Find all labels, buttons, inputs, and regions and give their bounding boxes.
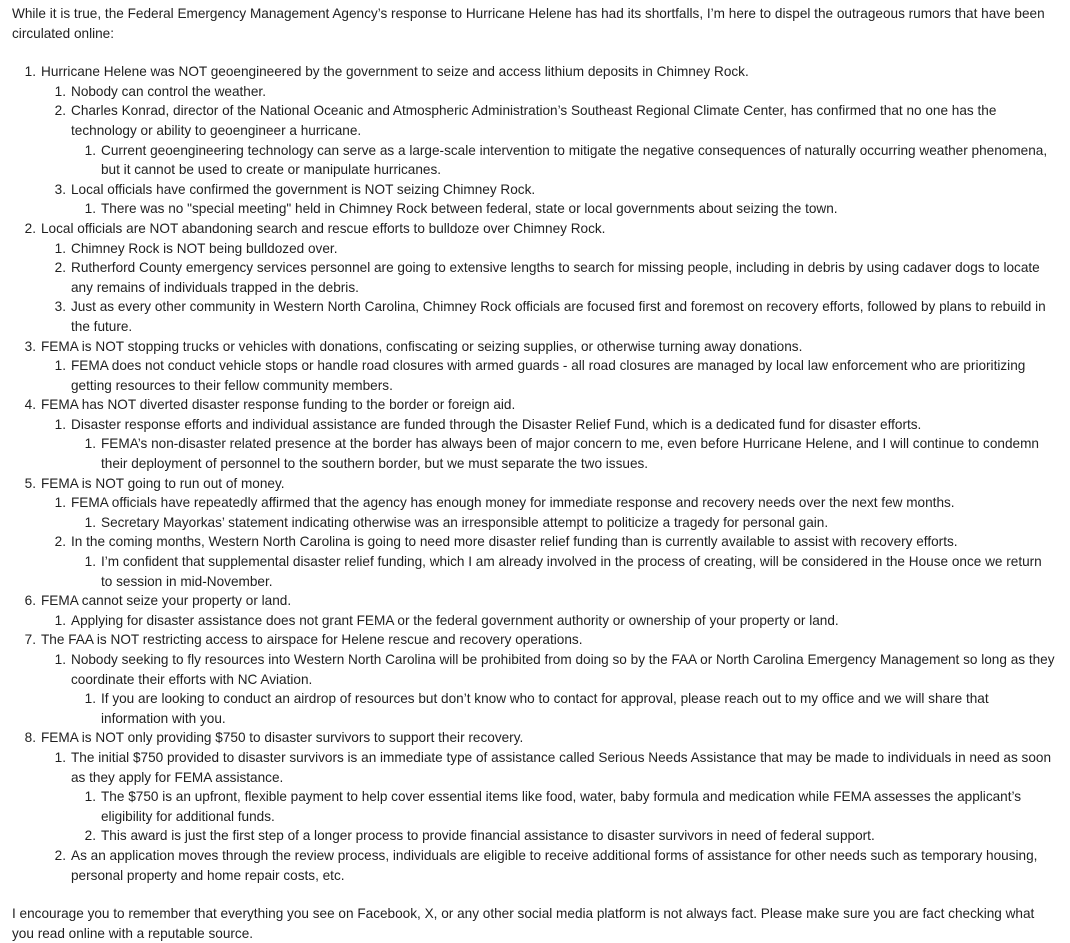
list-number: 1. [84,201,96,217]
rumor-list [12,62,1056,885]
list-item-text: There was no "special meeting" held in Chimney Rock between federal, state or local governments about seizing the town. [101,201,838,217]
list-number: 7. [24,632,36,648]
list-item-text: Local officials are NOT abandoning search and rescue efforts to bulldoze over Chimney Rock. [41,220,606,236]
list-item-text: Disaster response efforts and individual assistance are funded through the Disaster Relief Fund, which is a dedicated fund for disaster efforts. [71,416,922,432]
rumor-item [12,395,1056,473]
rumor-item [12,219,1056,337]
sub-sub-item [71,787,1056,826]
list-item-text: FEMA’s non-disaster related presence at the border has always been of major concern to me, even before Hurricane Helene, and I will continue to condemn their deployment of personnel to the southern border, but we must separate the two issues. [101,436,1039,472]
list-item-text: Hurricane Helene was NOT geoengineered by the government to seize and access lithium deposits in Chimney Rock. [41,64,749,80]
list-number: 1. [54,358,66,374]
sub-sub-item [71,199,1056,219]
nested-list [71,787,1056,846]
sub-item [41,239,1056,259]
sub-item [41,532,1056,591]
list-item-text: Nobody seeking to fly resources into Western North Carolina will be prohibited from doing so by the FAA or North Carolina Emergency Management so long as they coordinate their efforts with NC Aviation. [71,652,1055,687]
list-number: 6. [24,593,36,609]
sub-item [41,356,1056,395]
sub-sub-item [71,552,1056,591]
list-number: 1. [54,612,66,628]
list-item-text: Chimney Rock is NOT being bulldozed over. [71,240,338,256]
nested-list [41,82,1056,219]
list-item-text: Nobody can control the weather. [71,83,266,99]
list-number: 2. [24,220,36,236]
list-number: 8. [24,730,36,746]
intro-paragraph: While it is true, the Federal Emergency Management Agency’s response to Hurricane Helene has had its shortfalls, I’m here to dispel the outrageous rumors that have been circulated online: [12,6,1045,41]
rumor-item [12,591,1056,630]
nested-list [71,513,1056,533]
list-item-text: Rutherford County emergency services personnel are going to extensive lengths to search for missing people, including in debris by using cadaver dogs to locate any remains of individuals trapped in the debris. [71,260,1040,295]
list-item-text: Applying for disaster assistance does not grant FEMA or the federal government authority or ownership of your property or land. [71,612,839,628]
list-number: 2. [54,103,66,119]
sub-item [41,415,1056,474]
nested-list [41,748,1056,885]
list-number: 2. [54,260,66,276]
sub-item [41,258,1056,297]
list-number: 2. [54,847,66,863]
list-number: 1. [84,789,96,805]
nested-list [41,356,1056,395]
list-item-text: Just as every other community in Western North Carolina, Chimney Rock officials are focused first and foremost on recovery efforts, followed by plans to rebuild in the future. [71,299,1046,334]
list-item-text: Current geoengineering technology can serve as a large-scale intervention to mitigate the negative consequences of naturally occurring weather phenomena, but it cannot be used to create or manipulate hurricanes. [101,142,1048,178]
rumor-item [12,630,1056,728]
list-number: 1. [54,495,66,511]
nested-list [71,552,1056,591]
list-item-text: The FAA is NOT restricting access to airspace for Helene rescue and recovery operations. [41,632,583,648]
closing-paragraph: I encourage you to remember that everything you see on Facebook, X, or any other social media platform is not always fact. Please make sure you are fact checking what you read online with a reputable source. [12,906,1035,941]
list-item-text: FEMA officials have repeatedly affirmed that the agency has enough money for immediate response and recovery needs over the next few months. [71,495,955,511]
list-number: 1. [84,554,96,570]
list-item-text: This award is just the first step of a longer process to provide financial assistance to disaster survivors in need of federal support. [101,828,875,844]
list-number: 2. [54,534,66,550]
nested-list [41,415,1056,474]
sub-item [41,82,1056,102]
sub-sub-item [71,689,1056,728]
rumor-item [12,337,1056,396]
sub-item [41,748,1056,846]
list-number: 1. [54,652,66,667]
nested-list [41,611,1056,631]
list-number: 1. [54,416,66,432]
list-number: 3. [54,181,66,197]
list-item-text: FEMA is NOT only providing $750 to disaster survivors to support their recovery. [41,730,524,746]
list-item-text: Secretary Mayorkas’ statement indicating otherwise was an irresponsible attempt to politicize a tragedy for personal gain. [101,514,829,530]
list-item-text: FEMA is NOT going to run out of money. [41,475,285,491]
list-item-text: In the coming months, Western North Carolina is going to need more disaster relief funding than is currently available to assist with recovery efforts. [71,534,958,550]
list-number: 1. [54,749,66,765]
nested-list [41,493,1056,591]
sub-item [41,297,1056,336]
list-number: 1. [54,240,66,256]
list-item-text: Charles Konrad, director of the National Oceanic and Atmospheric Administration’s Southeast Regional Climate Center, has confirmed that no one has the technology or ability to geoengineer a hurricane. [71,103,997,138]
list-number: 1. [54,83,66,99]
rumor-item [12,474,1056,592]
list-item-text: If you are looking to conduct an airdrop of resources but don’t know who to contact for approval, please reach out to my office and we will share that information with you. [101,691,989,726]
rumor-item [12,62,1056,219]
list-item-text: FEMA has NOT diverted disaster response funding to the border or foreign aid. [41,397,516,413]
nested-list [71,141,1056,180]
list-number: 1. [84,691,96,707]
nested-list [41,239,1056,337]
sub-sub-item [71,434,1056,473]
sub-sub-item [71,513,1056,533]
sub-item [41,611,1056,631]
list-item-text: FEMA is NOT stopping trucks or vehicles with donations, confiscating or seizing supplies, or otherwise turning away donations. [41,338,803,354]
sub-item [41,180,1056,219]
list-number: 1. [84,142,96,158]
list-number: 3. [24,338,36,354]
list-number: 2. [84,828,96,844]
list-item-text: The initial $750 provided to disaster survivors is an immediate type of assistance called Serious Needs Assistance that may be made to individuals in need as soon as they apply for FEMA assistance. [71,749,1052,785]
list-item-text: As an application moves through the review process, individuals are eligible to receive additional forms of assistance for other needs such as temporary housing, personal property and home repair costs, etc. [71,847,1038,883]
list-number: 1. [84,436,96,452]
list-item-text: FEMA cannot seize your property or land. [41,593,292,609]
sub-item [41,493,1056,532]
list-number: 1. [24,64,36,80]
sub-sub-item [71,826,1056,846]
sub-item [41,650,1056,728]
nested-list [71,199,1056,219]
sub-item [41,101,1056,179]
list-number: 1. [84,514,96,530]
nested-list [41,650,1056,728]
list-number: 5. [24,475,36,491]
list-item-text: The $750 is an upfront, flexible payment to help cover essential items like food, water, baby formula and medication while FEMA assesses the applicant’s eligibility for additional funds. [101,789,1022,824]
list-number: 3. [54,299,66,315]
list-item-text: Local officials have confirmed the government is NOT seizing Chimney Rock. [71,181,536,197]
sub-sub-item [71,141,1056,180]
nested-list [71,689,1056,728]
sub-item [41,846,1056,885]
list-item-text: I’m confident that supplemental disaster relief funding, which I am already involved in the process of creating, will be considered in the House once we return to session in mid-November. [101,554,1042,589]
nested-list [71,434,1056,473]
list-number: 4. [24,397,36,413]
rumor-item [12,728,1056,885]
list-item-text: FEMA does not conduct vehicle stops or handle road closures with armed guards - all road closures are managed by local law enforcement who are prioritizing getting resources to their fellow community members. [71,358,1026,393]
